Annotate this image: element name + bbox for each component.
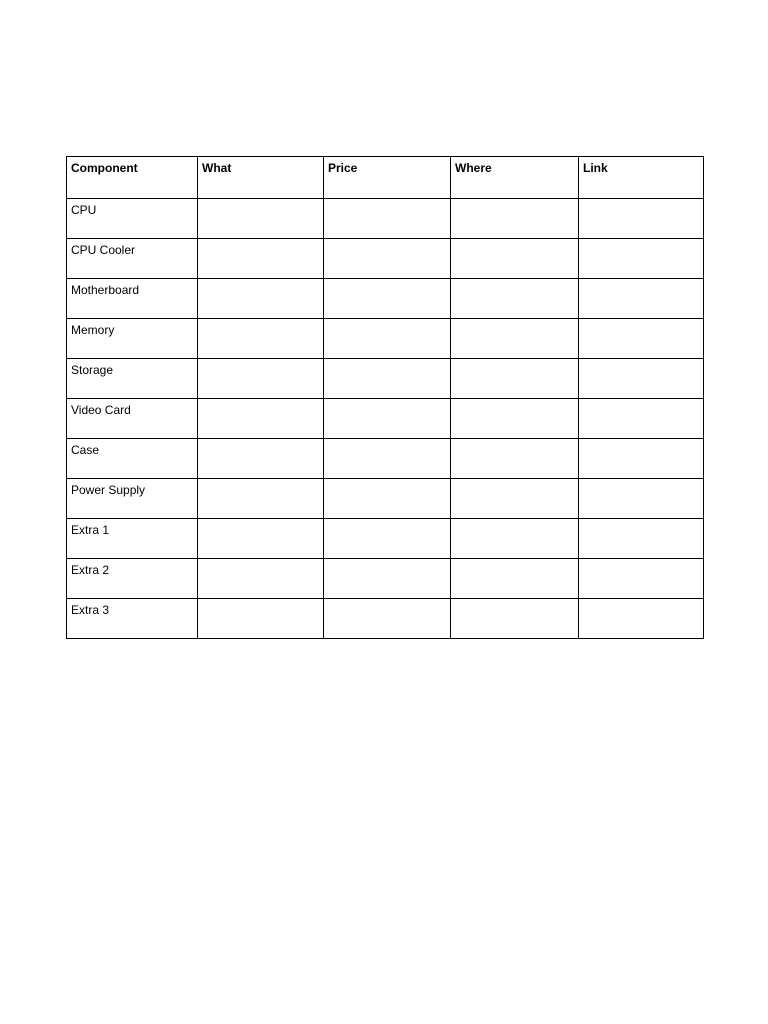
what-cell[interactable] — [198, 399, 324, 439]
component-label: Power Supply — [67, 479, 198, 519]
header-where: Where — [451, 157, 579, 199]
what-cell[interactable] — [198, 559, 324, 599]
where-cell[interactable] — [451, 399, 579, 439]
link-cell[interactable] — [579, 239, 704, 279]
where-cell[interactable] — [451, 319, 579, 359]
table-row — [67, 399, 704, 439]
what-cell[interactable] — [198, 239, 324, 279]
where-cell[interactable] — [451, 279, 579, 319]
table-row — [67, 279, 704, 319]
component-label: Extra 3 — [67, 599, 198, 639]
header-what: What — [198, 157, 324, 199]
price-cell[interactable] — [324, 279, 451, 319]
what-cell[interactable] — [198, 199, 324, 239]
where-cell[interactable] — [451, 239, 579, 279]
table-row — [67, 599, 704, 639]
price-cell[interactable] — [324, 239, 451, 279]
price-cell[interactable] — [324, 199, 451, 239]
price-cell[interactable] — [324, 479, 451, 519]
price-cell[interactable] — [324, 559, 451, 599]
what-cell[interactable] — [198, 439, 324, 479]
what-cell[interactable] — [198, 479, 324, 519]
what-cell[interactable] — [198, 279, 324, 319]
component-label: Storage — [67, 359, 198, 399]
price-cell[interactable] — [324, 519, 451, 559]
where-cell[interactable] — [451, 519, 579, 559]
table-row — [67, 519, 704, 559]
component-label: Motherboard — [67, 279, 198, 319]
link-cell[interactable] — [579, 599, 704, 639]
price-cell[interactable] — [324, 319, 451, 359]
component-label: Case — [67, 439, 198, 479]
header-component: Component — [67, 157, 198, 199]
price-cell[interactable] — [324, 359, 451, 399]
component-label: Extra 1 — [67, 519, 198, 559]
table-row — [67, 439, 704, 479]
header-link: Link — [579, 157, 704, 199]
table-row — [67, 319, 704, 359]
what-cell[interactable] — [198, 319, 324, 359]
component-table — [66, 156, 704, 639]
where-cell[interactable] — [451, 439, 579, 479]
price-cell[interactable] — [324, 599, 451, 639]
table-header-row — [67, 157, 704, 199]
component-label: CPU — [67, 199, 198, 239]
component-label: CPU Cooler — [67, 239, 198, 279]
link-cell[interactable] — [579, 519, 704, 559]
link-cell[interactable] — [579, 559, 704, 599]
link-cell[interactable] — [579, 319, 704, 359]
table-row — [67, 559, 704, 599]
link-cell[interactable] — [579, 279, 704, 319]
header-price: Price — [324, 157, 451, 199]
table-row — [67, 479, 704, 519]
link-cell[interactable] — [579, 479, 704, 519]
where-cell[interactable] — [451, 599, 579, 639]
link-cell[interactable] — [579, 399, 704, 439]
table-row — [67, 359, 704, 399]
table-row — [67, 199, 704, 239]
component-label: Extra 2 — [67, 559, 198, 599]
link-cell[interactable] — [579, 359, 704, 399]
where-cell[interactable] — [451, 479, 579, 519]
what-cell[interactable] — [198, 519, 324, 559]
link-cell[interactable] — [579, 439, 704, 479]
component-label: Video Card — [67, 399, 198, 439]
where-cell[interactable] — [451, 559, 579, 599]
price-cell[interactable] — [324, 439, 451, 479]
table-row — [67, 239, 704, 279]
where-cell[interactable] — [451, 199, 579, 239]
link-cell[interactable] — [579, 199, 704, 239]
component-label: Memory — [67, 319, 198, 359]
where-cell[interactable] — [451, 359, 579, 399]
price-cell[interactable] — [324, 399, 451, 439]
what-cell[interactable] — [198, 599, 324, 639]
what-cell[interactable] — [198, 359, 324, 399]
